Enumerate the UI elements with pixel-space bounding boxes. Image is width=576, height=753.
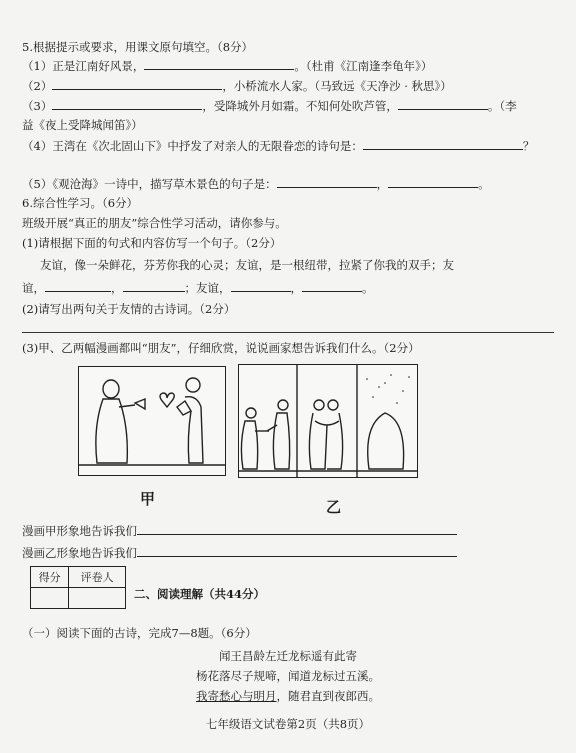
q5-item-1-source: 。（杜甫《江南逢李龟年》） <box>294 59 433 73</box>
answer-b-label: 漫画乙形象地告诉我们 <box>22 546 137 560</box>
comic-a <box>78 366 226 476</box>
grader-cell[interactable] <box>69 588 126 609</box>
q6-fill-text-2: ；友谊， <box>184 281 231 295</box>
q5-blank-5b[interactable] <box>388 176 478 188</box>
q6-sub-2: (2)请写出两句关于友情的古诗词。（2分） <box>22 302 236 316</box>
q5-blank-2[interactable] <box>52 78 222 90</box>
comic-b-label: 乙 <box>326 498 342 516</box>
score-header: 得分 <box>31 567 69 588</box>
q6-blank-2[interactable] <box>123 280 185 292</box>
answer-b <box>22 545 457 561</box>
answer-a <box>22 523 457 539</box>
q6-fill-sep-2: ， <box>290 281 302 295</box>
q6-fill-sep-1: ， <box>111 281 123 295</box>
q6-sub-1-fill <box>22 280 374 296</box>
answer-a-label: 漫画甲形象地告诉我们 <box>22 524 137 538</box>
q6-sub-1-example: 友谊，像一朵鲜花，芬芳你我的心灵；友谊，是一根纽带，拉紧了你我的双手；友 <box>40 258 454 272</box>
q5-item-3-num: （3） <box>22 99 53 113</box>
q5-item-5-sep: ， <box>376 177 389 191</box>
page-footer: 七年级语文试卷第2页（共8页） <box>205 717 371 731</box>
q5-item-1-text: （1）正是江南好风景， <box>22 59 145 73</box>
q6-title: 6.综合性学习。（6分） <box>22 196 139 210</box>
q5-item-3-text: ，受降城外月如霜。不知何处吹芦管， <box>202 99 398 113</box>
q5-blank-3b[interactable] <box>398 98 488 110</box>
q6-sub-1: (1)请根据下面的句式和内容仿写一个句子。（2分） <box>22 236 282 250</box>
score-cell[interactable] <box>31 588 69 609</box>
q5-item-5 <box>22 176 490 192</box>
poem-line-2-rest: ，随君直到夜郎西。 <box>276 689 380 703</box>
poem-line-2-underlined: 我寄愁心与明月 <box>196 689 277 703</box>
q5-item-5-text: （5）《观沧海》一诗中，描写草木景色的句子是： <box>22 177 277 191</box>
q5-blank-4[interactable] <box>363 138 523 150</box>
q5-item-3 <box>22 98 517 114</box>
q5-item-2 <box>22 78 452 94</box>
q5-blank-1[interactable] <box>144 58 294 70</box>
q5-item-5-end: 。 <box>478 177 490 191</box>
q6-blank-1[interactable] <box>45 280 111 292</box>
q5-title: 5.根据提示或要求，用课文原句填空。（8分） <box>22 40 254 54</box>
answer-line[interactable] <box>22 332 554 333</box>
q6-sub-3: (3)甲、乙两幅漫画都叫“朋友”，仔细欣赏，说说画家想告诉我们什么。（2分） <box>22 341 420 355</box>
q6-fill-text-1: 谊， <box>22 281 45 295</box>
q5-item-2-text: ，小桥流水人家。（马致远《天净沙 · 秋思》） <box>222 79 452 93</box>
q6-intro: 班级开展“真正的朋友”综合性学习活动，请你参与。 <box>22 216 287 230</box>
q5-item-3-cont: 益《夜上受降城闻笛》） <box>22 118 143 132</box>
score-table <box>30 566 126 609</box>
comic-a-illustration <box>79 367 225 475</box>
q5-item-4-text: （4）王湾在《次北固山下》中抒发了对亲人的无限眷恋的诗句是： <box>22 139 363 153</box>
poem-line-1: 杨花落尽子规啼，闻道龙标过五溪。 <box>196 669 380 683</box>
poem-title: 闻王昌龄左迁龙标遥有此寄 <box>219 649 357 663</box>
comic-a-label: 甲 <box>140 490 156 508</box>
part-1-heading: （一）阅读下面的古诗，完成7—8题。（6分） <box>22 626 257 640</box>
q5-item-1 <box>22 58 432 74</box>
comic-b-illustration <box>239 365 417 477</box>
q5-blank-5a[interactable] <box>277 176 377 188</box>
q6-fill-end: 。 <box>362 281 374 295</box>
comic-b <box>238 364 418 478</box>
q6-blank-4[interactable] <box>302 280 362 292</box>
answer-b-blank[interactable] <box>137 545 457 557</box>
q5-item-4-end: ？ <box>522 139 535 153</box>
grader-header: 评卷人 <box>69 567 126 588</box>
answer-a-blank[interactable] <box>137 523 457 535</box>
q5-item-2-num: （2） <box>22 79 53 93</box>
q6-blank-3[interactable] <box>231 280 291 292</box>
section-heading: 二、阅读理解（共44分） <box>134 587 266 601</box>
q5-item-4 <box>22 138 534 154</box>
q5-item-3-source: 。（李 <box>487 99 517 113</box>
poem-line-2 <box>0 688 576 704</box>
q5-blank-3a[interactable] <box>52 98 202 110</box>
